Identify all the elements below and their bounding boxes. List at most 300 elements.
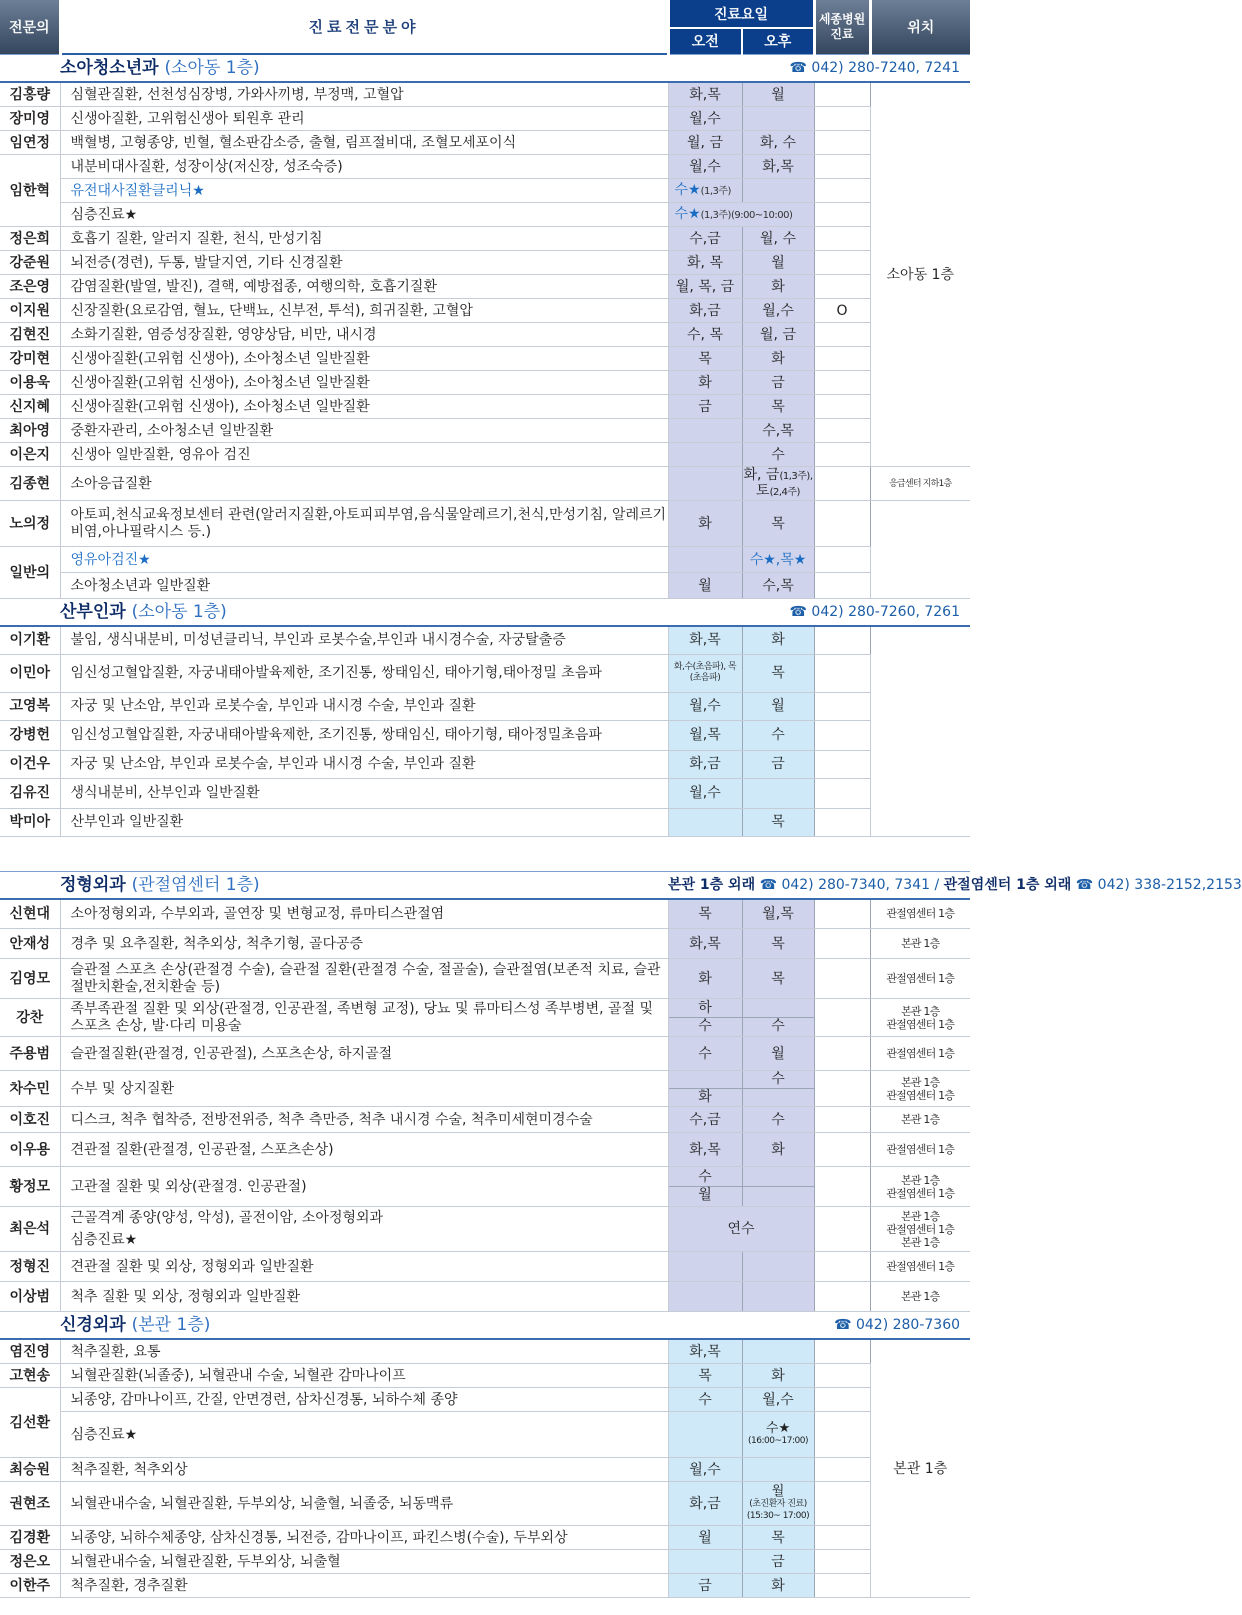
sejong-mark [814, 227, 870, 251]
table-row [0, 1207, 970, 1252]
doctor-name: 최아영 [0, 419, 60, 443]
doctor-name: 장미영 [0, 107, 60, 131]
sejong-mark [814, 1252, 870, 1282]
pm-days: 목 [742, 808, 814, 836]
doctor-name: 이한주 [0, 1574, 60, 1598]
table-row [0, 547, 970, 573]
specialty: 디스크, 척추 협착증, 전방전위증, 척추 측만증, 척추 내시경 수술, 척추미세현미경수술 [60, 1107, 668, 1133]
am-days [668, 179, 742, 203]
doctor-name: 정은오 [0, 1550, 60, 1574]
table-row [0, 1550, 970, 1574]
location-line: 본관 1층 [901, 1173, 940, 1187]
pm-days: 화 [742, 1133, 814, 1167]
pm-days: 금 [742, 371, 814, 395]
table-row [0, 1107, 970, 1133]
location-line: 관절염센터 1층 [886, 1088, 955, 1102]
am-days-note: (1,3주)(9:00~10:00) [700, 209, 793, 221]
am-days: 월,수 [668, 107, 742, 131]
pm-days: 수 [742, 1107, 814, 1133]
location [870, 1071, 970, 1107]
am-days: 월,목 [668, 720, 742, 750]
pm-days: 월,수 [742, 299, 814, 323]
table-row [0, 959, 970, 999]
section-phone [668, 54, 970, 82]
sejong-mark [814, 1339, 870, 1364]
day-line [743, 1000, 814, 1018]
am-days-value: 수★ [674, 181, 701, 198]
pm-days: 화 [742, 347, 814, 371]
am-days [668, 1252, 742, 1282]
doctor-name: 김현진 [0, 323, 60, 347]
specialty-line: 근골격계 종양(양성, 악성), 골전이암, 소아정형외과 [70, 1210, 384, 1226]
am-days-value: 수★ [674, 205, 701, 222]
phone-part: ☎ 042) 280-7340, 7341 / [759, 876, 940, 893]
table-row [0, 999, 970, 1037]
day-line: 수 [771, 1018, 785, 1034]
specialty: 수부 및 상지질환 [60, 1071, 668, 1107]
location-line: 본관 1층 [901, 1235, 940, 1249]
location [870, 959, 970, 999]
doctor-name: 이호진 [0, 1107, 60, 1133]
sejong-mark [814, 371, 870, 395]
pm-days-value-2: 토 [756, 482, 770, 499]
location-line: 관절염센터 1층 [886, 972, 955, 985]
doctor-name: 임한혁 [0, 155, 60, 227]
phone-part: 본관 1층 외래 [668, 876, 756, 893]
pm-days [742, 1458, 814, 1482]
specialty: 자궁 및 난소암, 부인과 로봇수술, 부인과 내시경 수술, 부인과 질환 [60, 750, 668, 778]
doctor-name: 이용욱 [0, 371, 60, 395]
day-line: 수 [669, 1169, 742, 1187]
am-days: 화,목 [668, 929, 742, 959]
table-row [0, 654, 970, 692]
table-row [0, 626, 970, 654]
location [870, 1133, 970, 1167]
am-days [668, 999, 742, 1037]
header-loc: 위치 [870, 0, 970, 54]
table-row [0, 155, 970, 179]
phone-number: ☎ 042) 280-7360 [834, 1317, 961, 1333]
am-days: 월,수 [668, 692, 742, 720]
sejong-mark [814, 155, 870, 179]
header-am: 오전 [668, 28, 742, 54]
header-days: 진료요일 [668, 0, 814, 28]
pm-days: 화 [742, 1574, 814, 1598]
sejong-mark [814, 395, 870, 419]
doctor-name: 고현송 [0, 1364, 60, 1388]
section-ortho [0, 871, 970, 899]
sejong-mark [814, 750, 870, 778]
specialty: 신생아질환(고위험 신생아), 소아청소년 일반질환 [60, 395, 668, 419]
table-row [0, 347, 970, 371]
location-line: 본관 1층 [901, 937, 940, 950]
am-days [668, 443, 742, 467]
specialty: 족부족관절 질환 및 외상(관절경, 인공관절, 족변형 교정), 당뇨 및 류마티스성 족부병변, 골절 및 스포츠 손상, 발·다리 미용술 [60, 999, 668, 1037]
pm-days: 월 [742, 251, 814, 275]
section-name: 산부인과 [60, 602, 126, 622]
sejong-mark [814, 1526, 870, 1550]
location-line: 본관 1층 [901, 1209, 940, 1223]
section-obgy [0, 599, 970, 627]
table-row [0, 501, 970, 547]
table-row [0, 1037, 970, 1071]
sejong-mark [814, 959, 870, 999]
doctor-name: 최승원 [0, 1458, 60, 1482]
section-building: (소아동 1층) [131, 602, 227, 622]
sejong-mark [814, 999, 870, 1037]
table-row [0, 692, 970, 720]
pm-days-note: (1,3주), [779, 470, 813, 482]
doctor-name: 노의정 [0, 501, 60, 547]
specialty [60, 1207, 668, 1252]
specialty: 생식내분비, 산부인과 일반질환 [60, 778, 668, 808]
am-days: 목 [668, 1364, 742, 1388]
am-days: 목 [668, 347, 742, 371]
pm-days [742, 179, 814, 203]
location [870, 626, 970, 836]
pm-days [742, 1482, 814, 1526]
sejong-mark [814, 1133, 870, 1167]
pm-days: 수★,목★ [742, 547, 814, 573]
table-row [0, 808, 970, 836]
am-days [668, 419, 742, 443]
am-days: 금 [668, 1574, 742, 1598]
doctor-name: 이은지 [0, 443, 60, 467]
sejong-mark [814, 573, 870, 599]
am-days: 월, 목, 금 [668, 275, 742, 299]
specialty-line: 심층진료★ [70, 1232, 138, 1248]
am-days: 화,목 [668, 626, 742, 654]
doctor-name: 이기환 [0, 626, 60, 654]
sejong-mark [814, 899, 870, 929]
table-row [0, 323, 970, 347]
specialty: 뇌전증(경련), 두통, 발달지연, 기타 신경질환 [60, 251, 668, 275]
specialty: 슬관절 스포츠 손상(관절경 수술), 슬관절 질환(관절경 수술, 절골술), 슬관절염(보존적 치료, 슬관절반치환술,전치환술 등) [60, 959, 668, 999]
section-ped [0, 54, 970, 82]
doctor-name: 이지원 [0, 299, 60, 323]
section-title [0, 871, 668, 899]
specialty: 신장질환(요로감염, 혈뇨, 단백뇨, 신부전, 투석), 희귀질환, 고혈압 [60, 299, 668, 323]
sejong-mark [814, 1071, 870, 1107]
section-phone [668, 871, 1242, 899]
specialty: 뇌혈관내수술, 뇌혈관질환, 두부외상, 뇌출혈 [60, 1550, 668, 1574]
pm-days: 금 [742, 750, 814, 778]
specialty: 신생아질환(고위험 신생아), 소아청소년 일반질환 [60, 347, 668, 371]
table-row [0, 1482, 970, 1526]
table-row [0, 419, 970, 443]
table-row [0, 443, 970, 467]
specialty: 영유아검진★ [60, 547, 668, 573]
pm-days-note-2: (15:30~ 17:00) [746, 1510, 810, 1521]
specialty: 자궁 및 난소암, 부인과 로봇수술, 부인과 내시경 수술, 부인과 질환 [60, 692, 668, 720]
specialty: 척추질환, 경추질환 [60, 1574, 668, 1598]
pm-days [742, 778, 814, 808]
sejong-mark [814, 467, 870, 501]
phone-part: ☎ 042) 338-2152,2153 [1075, 876, 1242, 893]
specialty: 소화기질환, 염증성장질환, 영양상담, 비만, 내시경 [60, 323, 668, 347]
am-days [668, 808, 742, 836]
specialty: 뇌혈관내수술, 뇌혈관질환, 두부외상, 뇌출혈, 뇌졸중, 뇌동맥류 [60, 1482, 668, 1526]
pm-days: 금 [742, 1550, 814, 1574]
doctor-name: 박미아 [0, 808, 60, 836]
doctor-name: 김선환 [0, 1388, 60, 1458]
header-field: 진료전문분야 [60, 0, 668, 54]
pm-days: 목 [742, 929, 814, 959]
am-days: 금 [668, 395, 742, 419]
section-building: (관절염센터 1층) [131, 874, 260, 895]
specialty: 중환자관리, 소아청소년 일반질환 [60, 419, 668, 443]
am-days: 수 [668, 1037, 742, 1071]
specialty: 소아정형외과, 수부외과, 골연장 및 변형교정, 류마티스관절염 [60, 899, 668, 929]
am-days [668, 467, 742, 501]
table-row [0, 1282, 970, 1312]
sejong-mark [814, 1388, 870, 1412]
pm-days: 목 [742, 1526, 814, 1550]
specialty: 호흡기 질환, 알러지 질환, 천식, 만성기침 [60, 227, 668, 251]
pm-days: 수 [742, 720, 814, 750]
location [870, 1282, 970, 1312]
header-pm: 오후 [742, 28, 814, 54]
pm-days [742, 467, 814, 501]
location [870, 899, 970, 929]
pm-days-note: (16:00~17:00) [748, 1435, 808, 1446]
phone-number: ☎ 042) 280-7260, 7261 [789, 604, 961, 620]
specialty: 임신성고혈압질환, 자궁내태아발육제한, 조기진통, 쌍태임신, 태아기형, 태아정밀초음파 [60, 720, 668, 750]
section-gap [0, 836, 970, 871]
day-line: 월 [698, 1187, 712, 1203]
pm-days [742, 1167, 814, 1207]
day-line [743, 1169, 814, 1187]
sejong-mark [814, 1412, 870, 1458]
pm-days: 목 [742, 501, 814, 547]
doctor-name: 안재성 [0, 929, 60, 959]
doctor-name: 이민아 [0, 654, 60, 692]
specialty: 임신성고혈압질환, 자궁내태아발육제한, 조기진통, 쌍태임신, 태아기형,태아정밀 초음파 [60, 654, 668, 692]
location-line: 관절염센터 1층 [886, 907, 955, 921]
am-days: 화,목 [668, 1339, 742, 1364]
section-phone [668, 1312, 970, 1340]
sejong-mark [814, 1037, 870, 1071]
day-line: 화 [698, 1089, 712, 1105]
pm-days: 화, 수 [742, 131, 814, 155]
location-line: 본관 1층 [901, 1290, 940, 1303]
table-row [0, 1071, 970, 1107]
phone-part: 관절염센터 1층 외래 [943, 876, 1072, 893]
sejong-mark [814, 1364, 870, 1388]
sejong-mark [814, 275, 870, 299]
day-line: 수 [698, 1018, 712, 1034]
pm-days: 목 [742, 959, 814, 999]
am-days [668, 1167, 742, 1207]
pm-days: 수,목 [742, 573, 814, 599]
table-row [0, 1133, 970, 1167]
pm-days [742, 1282, 814, 1312]
doctor-name: 강병헌 [0, 720, 60, 750]
specialty: 슬관절질환(관절경, 인공관절), 스포츠손상, 하지골절 [60, 1037, 668, 1071]
table-row [0, 275, 970, 299]
am-days: 화,금 [668, 1482, 742, 1526]
am-days: 화 [668, 959, 742, 999]
table-row [0, 1252, 970, 1282]
doctor-name: 주용범 [0, 1037, 60, 1071]
section-building: (소아동 1층) [164, 58, 260, 78]
pm-days: 월 [742, 1037, 814, 1071]
table-row [0, 251, 970, 275]
sejong-mark [814, 323, 870, 347]
table-row [0, 227, 970, 251]
table-row [0, 1364, 970, 1388]
pm-days-note: (초진환자 진료) [749, 1498, 807, 1509]
location-line: 본관 1층 [901, 1004, 940, 1018]
sejong-mark [814, 107, 870, 131]
day-line [743, 1187, 814, 1204]
specialty: 신생아질환, 고위험신생아 퇴원후 관리 [60, 107, 668, 131]
am-days [668, 1550, 742, 1574]
table-row [0, 1526, 970, 1550]
pm-days-value: 월 [771, 1483, 785, 1499]
specialty: 신생아질환(고위험 신생아), 소아청소년 일반질환 [60, 371, 668, 395]
pm-days: 목 [742, 395, 814, 419]
pm-days [742, 1252, 814, 1282]
location [870, 1167, 970, 1207]
location-line: 관절염센터 1층 [886, 1047, 955, 1060]
location-line: 관절염센터 1층 [886, 1186, 955, 1200]
doctor-name: 권현조 [0, 1482, 60, 1526]
day-line: 수 [743, 1071, 814, 1089]
pm-days: 수 [742, 443, 814, 467]
location: 응급센터 지하1층 [870, 467, 970, 501]
pm-days [742, 1071, 814, 1107]
table-row [0, 1458, 970, 1482]
location [870, 1107, 970, 1133]
am-days: 화 [668, 371, 742, 395]
am-days: 월,수 [668, 155, 742, 179]
pm-days: 화 [742, 626, 814, 654]
doctor-name: 정은희 [0, 227, 60, 251]
pm-days: 화,목 [742, 155, 814, 179]
am-days: 수 [668, 1388, 742, 1412]
doctor-name: 신지혜 [0, 395, 60, 419]
specialty: 백혈병, 고형종양, 빈혈, 혈소판감소증, 출혈, 림프절비대, 조혈모세포이식 [60, 131, 668, 155]
location [870, 1252, 970, 1282]
sejong-mark [814, 419, 870, 443]
sejong-mark [814, 692, 870, 720]
am-days: 화,금 [668, 750, 742, 778]
location [870, 501, 970, 599]
pm-days [742, 999, 814, 1037]
doctor-name: 김유진 [0, 778, 60, 808]
specialty: 경추 및 요추질환, 척추외상, 척추기형, 골다공증 [60, 929, 668, 959]
section-building: (본관 1층) [131, 1315, 211, 1335]
section-name: 신경외과 [60, 1315, 126, 1335]
am-days: 화 [668, 501, 742, 547]
table-row [0, 1388, 970, 1412]
table-row [0, 573, 970, 599]
am-days [668, 1282, 742, 1312]
pm-days-value: 수★ [765, 1420, 791, 1436]
specialty: 뇌종양, 뇌하수체종양, 삼차신경통, 뇌전증, 감마나이프, 파킨스병(수술), 두부외상 [60, 1526, 668, 1550]
pm-days: 화 [742, 1364, 814, 1388]
location-line: 본관 1층 [901, 1113, 940, 1126]
sejong-mark [814, 626, 870, 654]
doctor-name: 이상범 [0, 1282, 60, 1312]
sejong-mark [814, 131, 870, 155]
sejong-mark [814, 251, 870, 275]
pm-days: 화 [742, 275, 814, 299]
am-days: 화,목 [668, 82, 742, 107]
location: 소아동 1층 [870, 82, 970, 467]
doctor-name: 조은영 [0, 275, 60, 299]
phone-number: ☎ 042) 280-7240, 7241 [789, 59, 961, 76]
specialty: 심혈관질환, 선천성심장병, 가와사끼병, 부정맥, 고혈압 [60, 82, 668, 107]
table-row [0, 371, 970, 395]
table-row [0, 82, 970, 107]
sejong-mark [814, 501, 870, 547]
section-name: 소아청소년과 [60, 58, 159, 78]
sejong-mark [814, 203, 870, 227]
header-dept: 전문의 [0, 0, 60, 54]
doctor-name: 신현대 [0, 899, 60, 929]
pm-days: 월 [742, 692, 814, 720]
am-days-note: (1,3주) [700, 185, 731, 197]
am-days: 월, 금 [668, 131, 742, 155]
table-row [0, 467, 970, 501]
section-phone [668, 599, 970, 627]
table-row [0, 929, 970, 959]
pm-days-note-2: (2,4주) [769, 486, 800, 498]
am-days: 수,금 [668, 227, 742, 251]
sejong-mark [814, 778, 870, 808]
doctor-name: 최은석 [0, 1207, 60, 1252]
location-line: 관절염센터 1층 [886, 1143, 955, 1156]
section-ns [0, 1312, 970, 1340]
table-row [0, 899, 970, 929]
sejong-mark [814, 443, 870, 467]
specialty: 뇌종양, 감마나이프, 간질, 안면경련, 삼차신경통, 뇌하수체 종양 [60, 1388, 668, 1412]
sejong-mark [814, 547, 870, 573]
location [870, 999, 970, 1037]
sejong-mark [814, 1282, 870, 1312]
sejong-mark [814, 720, 870, 750]
am-days: 화,수(초음파), 목(초음파) [668, 654, 742, 692]
ortho-phones [668, 877, 1242, 893]
am-days: 수, 목 [668, 323, 742, 347]
am-days: 화,금 [668, 299, 742, 323]
specialty: 견관절 질환 및 외상, 정형외과 일반질환 [60, 1252, 668, 1282]
am-days [668, 1071, 742, 1107]
specialty: 불임, 생식내분비, 미성년클리닉, 부인과 로봇수술,부인과 내시경수술, 자궁탈출증 [60, 626, 668, 654]
sejong-mark [814, 1574, 870, 1598]
specialty: 심층진료★ [60, 1412, 668, 1458]
day-line: 하 [669, 1000, 742, 1018]
specialty: 내분비대사질환, 성장이상(저신장, 성조숙증) [60, 155, 668, 179]
specialty: 아토피,천식교육정보센터 관련(알러지질환,아토피피부염,음식물알레르기,천식,만성기침, 알레르기비염,아나필락시스 등.) [60, 501, 668, 547]
sejong-mark [814, 808, 870, 836]
sejong-mark [814, 82, 870, 107]
pm-days: 월, 수 [742, 227, 814, 251]
pm-days [742, 1412, 814, 1458]
location-line: 관절염센터 1층 [886, 1260, 955, 1273]
sejong-mark [814, 1107, 870, 1133]
table-row [0, 299, 970, 323]
doctor-name: 김종현 [0, 467, 60, 501]
section-title [0, 1312, 668, 1340]
doctor-name: 임연정 [0, 131, 60, 155]
sejong-mark [814, 1482, 870, 1526]
day-line [743, 1089, 814, 1106]
specialty: 심층진료★ [60, 203, 668, 227]
doctor-name: 정형진 [0, 1252, 60, 1282]
